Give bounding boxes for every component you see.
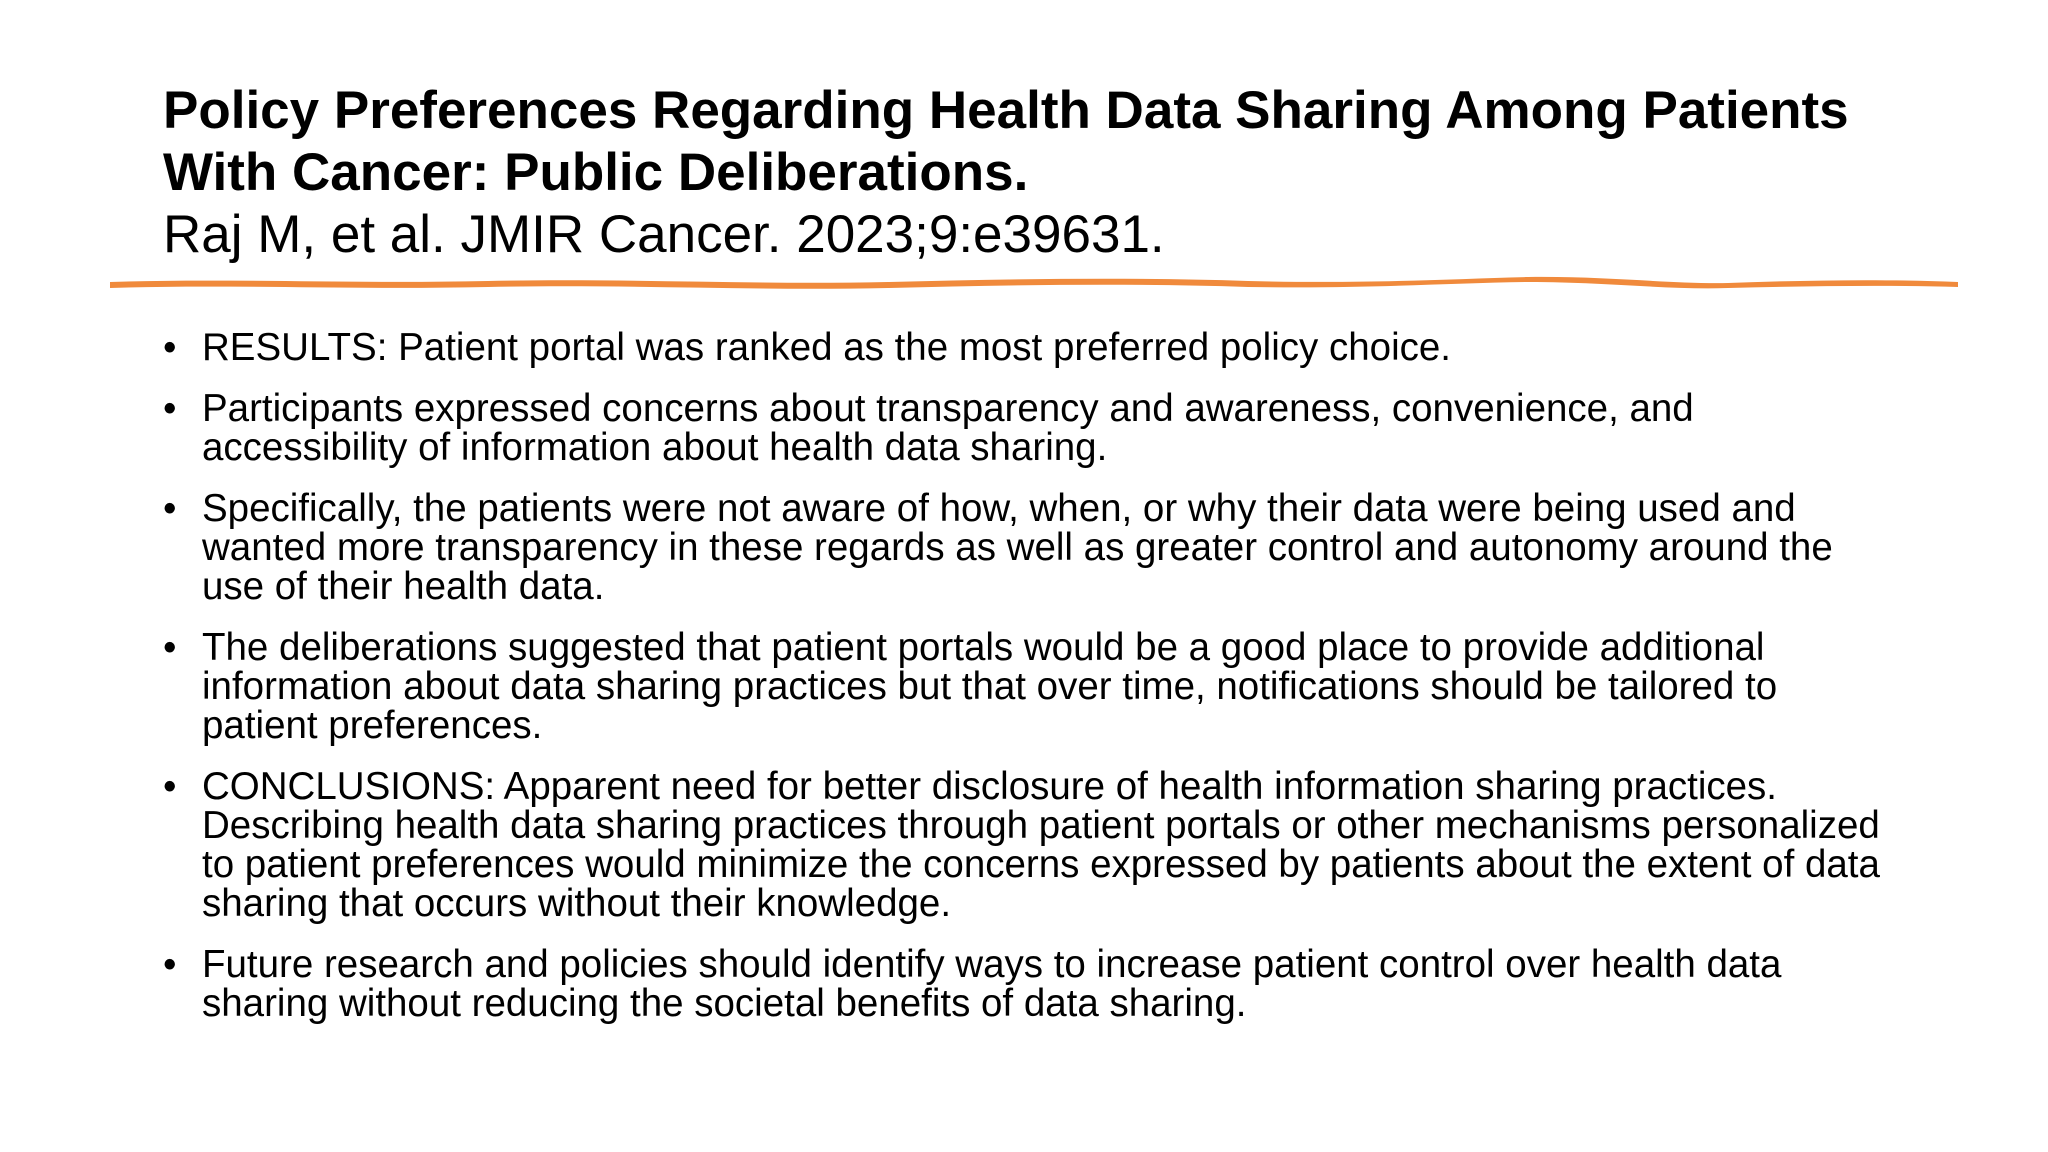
slide-citation: Raj M, et al. JMIR Cancer. 2023;9:e39631. — [163, 205, 1165, 264]
bullet-text: Participants expressed concerns about transparency and awareness, convenience, and accessibility of information about health data sharing. — [202, 387, 1694, 469]
bullet-item — [163, 628, 1903, 745]
bullet-dot-icon: • — [163, 387, 177, 430]
bullet-dot-icon: • — [163, 943, 177, 986]
bullet-dot-icon: • — [163, 626, 177, 669]
orange-divider-stroke — [108, 272, 1960, 296]
bullet-dot-icon: • — [163, 326, 177, 369]
bullet-text: CONCLUSIONS: Apparent need for better disclosure of health information sharing practices. Describing health data sharing practices through patient portals or other mechanisms personalized to patient preferences would minimize the concerns expressed by patients about the extent of data sharing that occurs without their knowledge. — [202, 765, 1880, 925]
bullet-item — [163, 945, 1903, 1023]
bullet-text: The deliberations suggested that patient portals would be a good place to provide additional information about data sharing practices but that over time, notifications should be tailored to patient preferences. — [202, 626, 1778, 747]
bullet-list — [163, 328, 1903, 1045]
bullet-dot-icon: • — [163, 765, 177, 808]
bullet-text: Future research and policies should identify ways to increase patient control over health data sharing without reducing the societal benefits of data sharing. — [202, 943, 1782, 1025]
bullet-text: RESULTS: Patient portal was ranked as the most preferred policy choice. — [202, 326, 1451, 369]
bullet-item — [163, 767, 1903, 923]
bullet-item — [163, 328, 1903, 367]
bullet-item — [163, 489, 1903, 606]
title-block — [163, 80, 1963, 266]
slide-title: Policy Preferences Regarding Health Data Sharing Among Patients With Cancer: Public Deliberations. — [163, 81, 1849, 202]
bullet-item — [163, 389, 1903, 467]
bullet-text: Specifically, the patients were not aware of how, when, or why their data were being used and wanted more transparency in these regards as well as greater control and autonomy around the use of their health data. — [202, 487, 1833, 608]
bullet-dot-icon: • — [163, 487, 177, 530]
